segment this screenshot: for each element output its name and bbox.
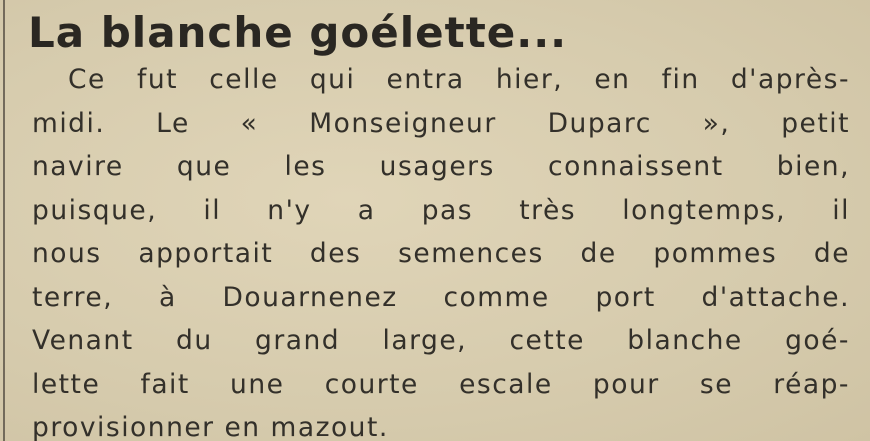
article-line: Venant du grand large, cette blanche goé- bbox=[32, 325, 850, 356]
article-line: navire que les usagers connaissent bien, bbox=[32, 151, 850, 182]
article-line: lette fait une courte escale pour se réap- bbox=[32, 368, 850, 400]
article-line: Ce fut celle qui entra hier, en fin d'après- bbox=[68, 64, 850, 95]
article-line: nous apportait des semences de pommes de bbox=[32, 238, 850, 269]
article-line: provisionner en mazout. bbox=[32, 412, 389, 441]
article-line: midi. Le « Monseigneur Duparc », petit bbox=[32, 107, 850, 139]
article-body bbox=[32, 58, 850, 441]
article-line: terre, à Douarnenez comme port d'attache. bbox=[32, 281, 850, 313]
column-rule bbox=[3, 0, 5, 441]
article-line: puisque, il n'y a pas très longtemps, il bbox=[32, 194, 850, 226]
article-headline: La blanche goélette... bbox=[28, 8, 568, 57]
